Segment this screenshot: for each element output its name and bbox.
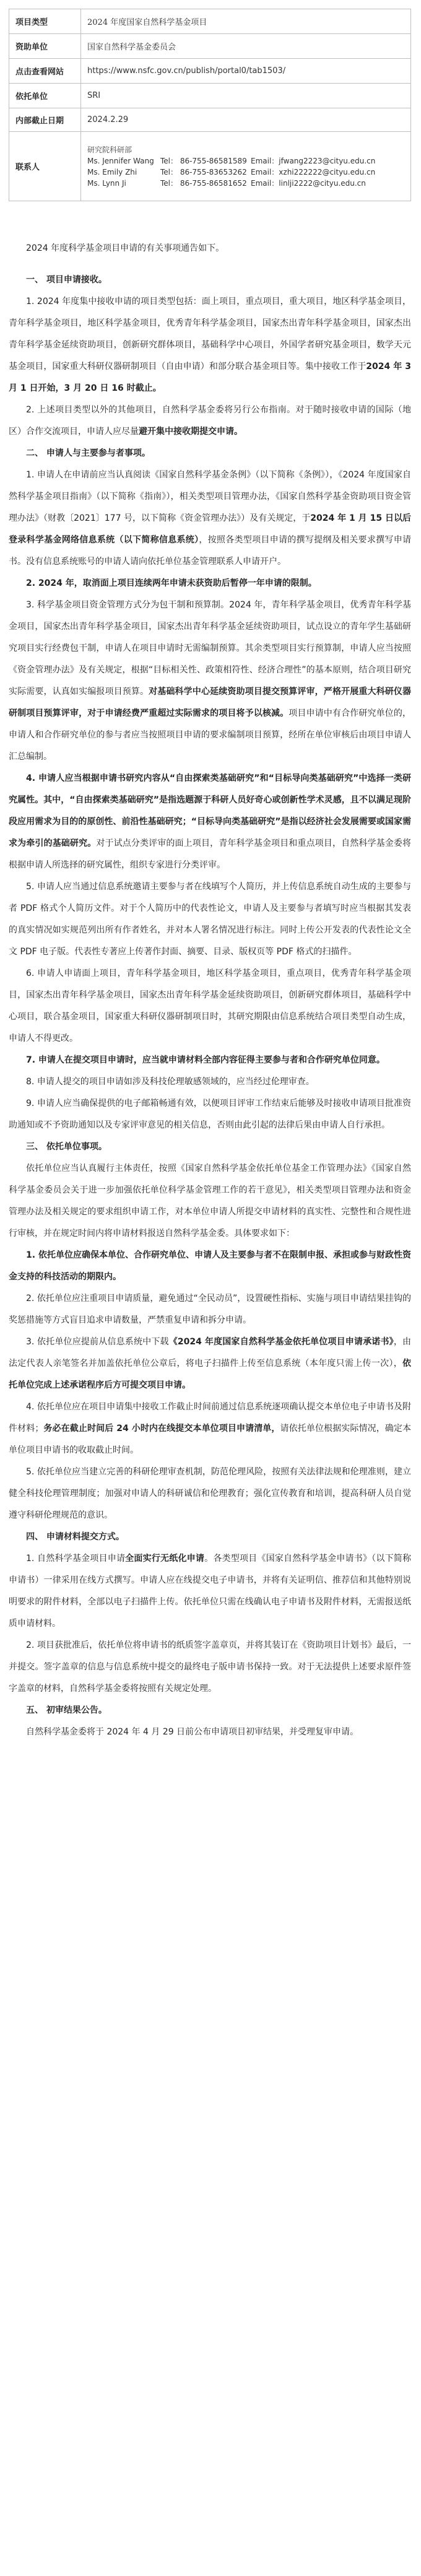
bold-text: 7. 申请人在提交项目申请时，应当就申请材料全部内容征得主要参与者和合作研究单位同意。 xyxy=(26,1055,385,1065)
paragraph xyxy=(9,1396,411,1461)
notice-body xyxy=(9,238,411,1743)
contact-list xyxy=(87,142,404,191)
paragraph xyxy=(9,399,411,443)
paragraph xyxy=(9,1245,411,1288)
contact-name: Ms. Emily Zhi xyxy=(87,167,137,176)
contact-item xyxy=(87,178,404,189)
row-value-host-unit: SRI xyxy=(81,84,411,108)
paragraph: 依托单位应当认真履行主体责任，按照《国家自然科学基金依托单位基金工作管理办法》《国家自然科学基金委员会关于进一步加强依托单位科学基金管理工作的若干意见》，相关类型项目管理办法和资金管理办法及相关规定的要求组织申请工作，对本单位申请人所提交申请材料的真实性、完整性和合规性进行审核，并在规定时间内将申请材料报送自然科学基金委。具体要求如下： xyxy=(9,1164,411,1238)
table-row xyxy=(9,108,411,132)
bold-text: 2024 年 1 月 15 日以后登录科学基金网络信息系统（以下简称信息系统） xyxy=(9,513,411,545)
table-row xyxy=(9,9,411,34)
bold-text: 务必在截止时间后 24 小时内在线提交本单位项目申请清单， xyxy=(43,1424,280,1434)
bold-text: 4. 申请人应当根据申请书研究内容从“自由探索类基础研究”和“目标导向类基础研究”中选择一类研究属性。 xyxy=(9,773,411,805)
row-label-project-type: 项目类型 xyxy=(9,9,81,34)
text-span: 1. 2024 年度集中接收申请的项目类型包括：面上项目，重点项目，重大项目，地区科学基金项目，青年科学基金项目，地区科学基金项目，优秀青年科学基金项目，国家杰出青年科学基金项目，国家杰出青年科学基金延续资助项目，创新研究群体项目，基础科学中心项目，外国学者研究基金项目，数学天元基金项目，国家重大科研仪器研制项目（自由申请）和部分联合基金项目等。集中接收工作于 xyxy=(9,297,411,372)
bold-text: 其中，“自由探索类基础研究”是指选题源于科研人员好奇心或创新性学术灵感，且不以满足现阶段应用需求为目的的原创性、前沿性基础研究；“目标导向类基础研究”是指以经济社会发展需要或国家需求为牵引的基础研究。 xyxy=(9,795,411,848)
section-title: 一、 项目申请接收。 xyxy=(26,275,107,285)
section-title: 四、 申请材料提交方式。 xyxy=(26,1532,124,1542)
intro-text: 2024 年度科学基金项目申请的有关事项通告如下。 xyxy=(26,243,225,253)
paragraph: 5. 依托单位应当建立完善的科研伦理审查机制，防范伦理风险，按照有关法律法规和伦理准则，建立健全科技伦理管理制度；加强对申请人的科研诚信和伦理教育；强化宣传教育和培训，提高科研人员自觉遵守科研伦理规范的意识。 xyxy=(9,1467,411,1520)
contact-tel: Tel： 86-755-83653262 xyxy=(160,167,247,176)
section-title: 三、 依托单位事项。 xyxy=(26,1142,107,1152)
row-label-funder: 资助单位 xyxy=(9,34,81,59)
bold-text: 依托单位完成上述承诺程序后方可提交项目申请。 xyxy=(9,1359,411,1390)
text-span: 对于试点分类评审的面上项目，青年科学基金项目和重点项目，自然科学基金委将根据申请人所选择的研究属性，组织专家进行分类评审。 xyxy=(9,838,412,870)
text-span: 1. 申请人在申请前应当认真阅读《国家自然科学基金条例》（以下简称《条例》），《2024 年度国家自然科学基金项目指南》（以下简称《指南》），相关类型项目管理办法，《国家自然科学基金资助项目资金管理办法》（财教〔2021〕177 号，以下简称《资金管理办法》）及有关规定，于 xyxy=(9,470,411,523)
contact-tel: Tel： 86-755-86581589 xyxy=(160,156,247,165)
text-span: 3. 科学基金项目资金管理方式分为包干制和预算制。2024 年，青年科学基金项目，优秀青年科学基金项目，国家杰出青年科学基金项目，国家杰出青年科学基金延续资助项目，试点设立的青年学生基础研究项目实行经费包干制，申请人在项目申请时无需编制预算。其余类型项目实行预算制，申请人应当按照《资金管理办法》及有关规定，根据“目标相关性、政策相符性、经济合理性”的基本原则，结合项目研究实际需要，认真如实编报项目预算。 xyxy=(9,600,411,697)
bold-text: 避开集中接收期提交申请。 xyxy=(139,427,243,437)
text-span: ，按照各类型项目申请的撰写提纲及相关要求撰写申请书。没有信息系统账号的申请人请向依托单位基金管理联系人申请开户。 xyxy=(9,535,412,567)
text-span: 项目申请中有合作研究单位的，申请人和合作研究单位的参与者应当按照项目申请的要求编制项目预算，经所在单位审核后由项目申请人汇总编制。 xyxy=(9,708,411,762)
contact-group: 研究院科研部 xyxy=(87,145,132,154)
section-title: 二、 申请人与主要参与者事项。 xyxy=(26,448,150,458)
row-label-host-unit: 依托单位 xyxy=(9,84,81,108)
text-span: 3. 依托单位应提前从信息系统中下载 xyxy=(26,1337,169,1347)
table-row xyxy=(9,59,411,84)
text-span: 4. 依托单位应在项目申请集中接收工作截止时间前通过信息系统逐项确认提交本单位电子申请书及附件材料； xyxy=(9,1402,411,1434)
text-span: 1. 自然科学基金项目申请 xyxy=(26,1554,126,1564)
paragraph xyxy=(9,1050,411,1071)
project-info-table xyxy=(9,9,411,201)
row-label-website: 点击查看网站 xyxy=(9,59,81,84)
paragraph: 自然科学基金委将于 2024 年 4 月 29 日前公布申请项目初审结果，并受理复审申请。 xyxy=(26,1727,359,1737)
paragraph xyxy=(9,1548,411,1635)
paragraph xyxy=(9,1331,411,1396)
paragraph xyxy=(9,291,411,399)
contact-name: Ms. Lynn Ji xyxy=(87,178,126,188)
row-value-deadline: 2024.2.29 xyxy=(81,108,411,132)
contact-email[interactable]: Email：linlji2222@cityu.edu.cn xyxy=(251,178,366,188)
bold-text: 《2024 年度国家自然科学基金依托单位项目申请承诺书》 xyxy=(168,1337,394,1347)
paragraph xyxy=(9,573,411,594)
contact-item xyxy=(87,167,404,178)
contact-email[interactable]: Email：jfwang2223@cityu.edu.cn xyxy=(251,156,376,165)
bold-text: 2024 年 3 月 1 日开始，3 月 20 日 16 时截止。 xyxy=(9,362,411,393)
bold-text: 2. 2024 年，取消面上项目连续两年申请未获资助后暂停一年申请的限制。 xyxy=(26,578,317,588)
paragraph: 6. 申请人申请面上项目，青年科学基金项目，地区科学基金项目，重点项目，优秀青年科学基金项目，国家杰出青年科学基金项目，国家杰出青年科学基金延续资助项目，创新研究群体项目，基础科学中心项目，联合基金项目，国家重大科研仪器研制项目时，其研究期限由信息系统结合项目类型自动生成，申请人不得更改。 xyxy=(9,968,411,1043)
text-span: 请依托单位根据实际情况，确定本单位项目申请书的收取截止时间。 xyxy=(9,1424,412,1455)
contact-cell xyxy=(81,132,411,201)
paragraph xyxy=(9,768,411,876)
table-row xyxy=(9,84,411,108)
paragraph xyxy=(9,464,411,573)
row-label-deadline: 内部截止日期 xyxy=(9,108,81,132)
website-link[interactable]: https://www.nsfc.gov.cn/publish/portal0/tab1503/ xyxy=(81,59,411,84)
text-span: 2. 上述项目类型以外的其他项目，自然科学基金委将另行公布指南。对于随时接收申请的国际（地区）合作交流项目，申请人应尽量 xyxy=(9,405,411,437)
contact-email[interactable]: Email：xzhi222222@cityu.edu.cn xyxy=(251,167,376,176)
row-value-project-type: 2024 年度国家自然科学基金项目 xyxy=(81,9,411,34)
paragraph: 2. 项目获批准后，依托单位将申请书的纸质签字盖章页，并将其装订在《资助项目计划书》最后，一并提交。签字盖章的信息与信息系统中提交的最终电子版申请书保持一致。对于无法提供上述要求原件签字盖章的材料，自然科学基金委将按照有关规定处理。 xyxy=(9,1640,411,1694)
paragraph: 8. 申请人提交的项目申请如涉及科技伦理敏感领域的，应当经过伦理审查。 xyxy=(26,1077,315,1087)
paragraph: 9. 申请人应当确保提供的电子邮箱畅通有效，以便项目评审工作结束后能够及时接收申请项目批准资助通知或不予资助通知以及专家评审意见的相关信息，否则由此引起的法律后果由申请人自行承担。 xyxy=(9,1099,411,1130)
paragraph: 5. 申请人应当通过信息系统邀请主要参与者在线填写个人简历，并上传信息系统自动生成的主要参与者 PDF 格式个人简历文件。对于个人简历中的代表性论文，申请人及主要参与者填写时应当根据其发表的真实情况如实规范列出所有作者姓名，并对本人署名情况进行标注。同时上传公开发表的代表性论文全文 PDF 电子版。代表性专著应上传著作封面、摘要、目录、版权页等 PDF 格式的扫描件。 xyxy=(9,882,411,957)
contact-item xyxy=(87,155,404,167)
row-label-contact: 联系人 xyxy=(9,132,81,201)
text-span: ，由法定代表人亲笔签名并加盖依托单位公章后，将电子扫描件上传至信息系统（本年度只需上传一次）， xyxy=(9,1337,412,1368)
paragraph: 2. 依托单位应注重项目申请质量，避免通过“全民动员”，设置硬性指标、实施与项目申请结果挂钩的奖惩措施等方式盲目追求申请数量，严禁重复申请和拆分申请。 xyxy=(9,1294,411,1325)
table-row xyxy=(9,132,411,201)
bold-text: 全面实行无纸化申请 xyxy=(125,1554,205,1564)
paragraph xyxy=(9,594,411,768)
table-row xyxy=(9,34,411,59)
section-title: 五、 初审结果公告。 xyxy=(26,1705,107,1715)
contact-name: Ms. Jennifer Wang xyxy=(87,156,154,165)
bold-text: 1. 依托单位应确保本单位、合作研究单位、申请人及主要参与者不在限制申报、承担或参与财政性资金支持的科技活动的期限内。 xyxy=(9,1250,411,1282)
bold-text: 对基础科学中心延续资助项目提交预算评审，严格开展重大科研仪器研制项目预算评审，对于申请经费严重超过实际需求的项目将予以核减。 xyxy=(9,687,412,718)
contact-tel: Tel： 86-755-86581652 xyxy=(160,178,247,188)
row-value-funder: 国家自然科学基金委员会 xyxy=(81,34,411,59)
text-span: 。各类型项目《国家自然科学基金申请书》（以下简称申请书）一律采用在线方式撰写。申请人应在线提交电子申请书，并将有关证明信、推荐信和其他特别说明要求的附件材料，全部以电子扫描件上传。依托单位只需在线确认电子申请书及附件材料，无需报送纸质申请材料。 xyxy=(9,1554,412,1629)
